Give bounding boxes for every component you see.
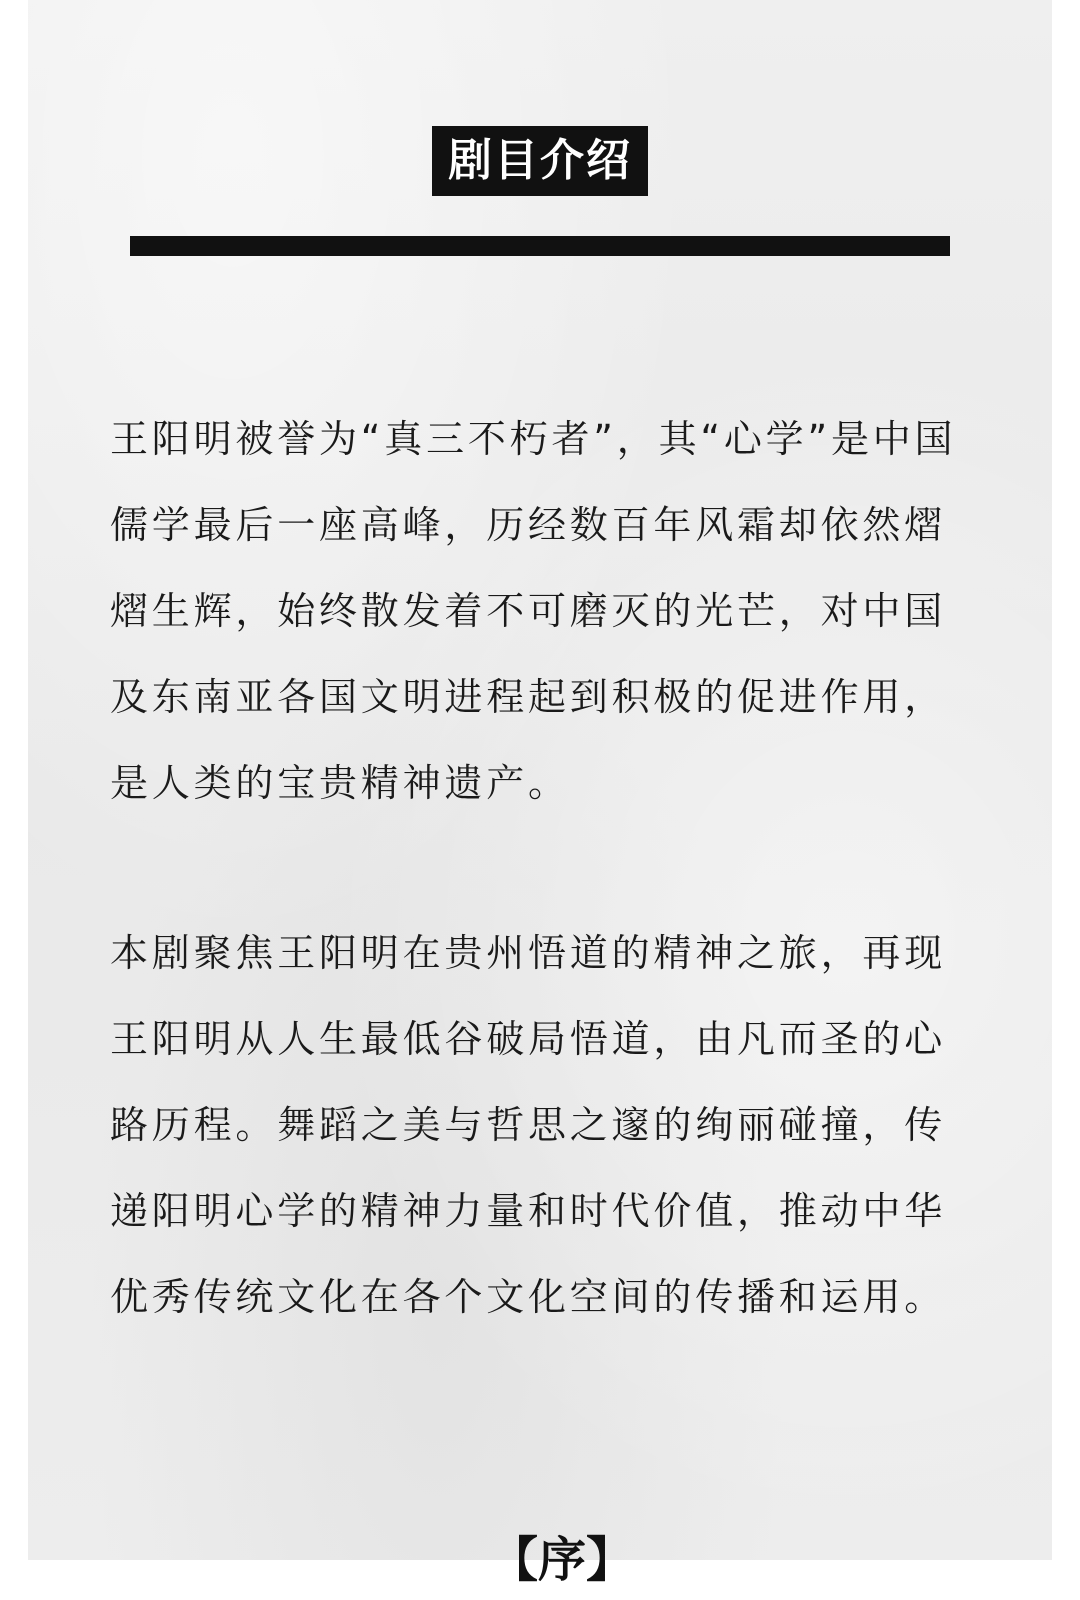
- next-section-heading: 【序】: [490, 1532, 635, 1588]
- section-title-badge: [432, 126, 648, 196]
- intro-paragraph-1: 王阳明被誉为“真三不朽者”，其“心学”是中国儒学最后一座高峰，历经数百年风霜却依然熠熠生辉，始终散发着不可磨灭的光芒，对中国及东南亚各国文明进程起到积极的促进作用，是人类的宝贵精神遗产。: [110, 417, 957, 805]
- title-divider: [130, 236, 950, 256]
- intro-paragraph-2: 本剧聚焦王阳明在贵州悟道的精神之旅，再现王阳明从人生最低谷破局悟道，由凡而圣的心路历程。舞蹈之美与哲思之邃的绚丽碰撞，传递阳明心学的精神力量和时代价值，推动中华优秀传统文化在各个文化空间的传播和运用。: [110, 931, 947, 1319]
- section-title: 剧目介绍: [448, 135, 632, 186]
